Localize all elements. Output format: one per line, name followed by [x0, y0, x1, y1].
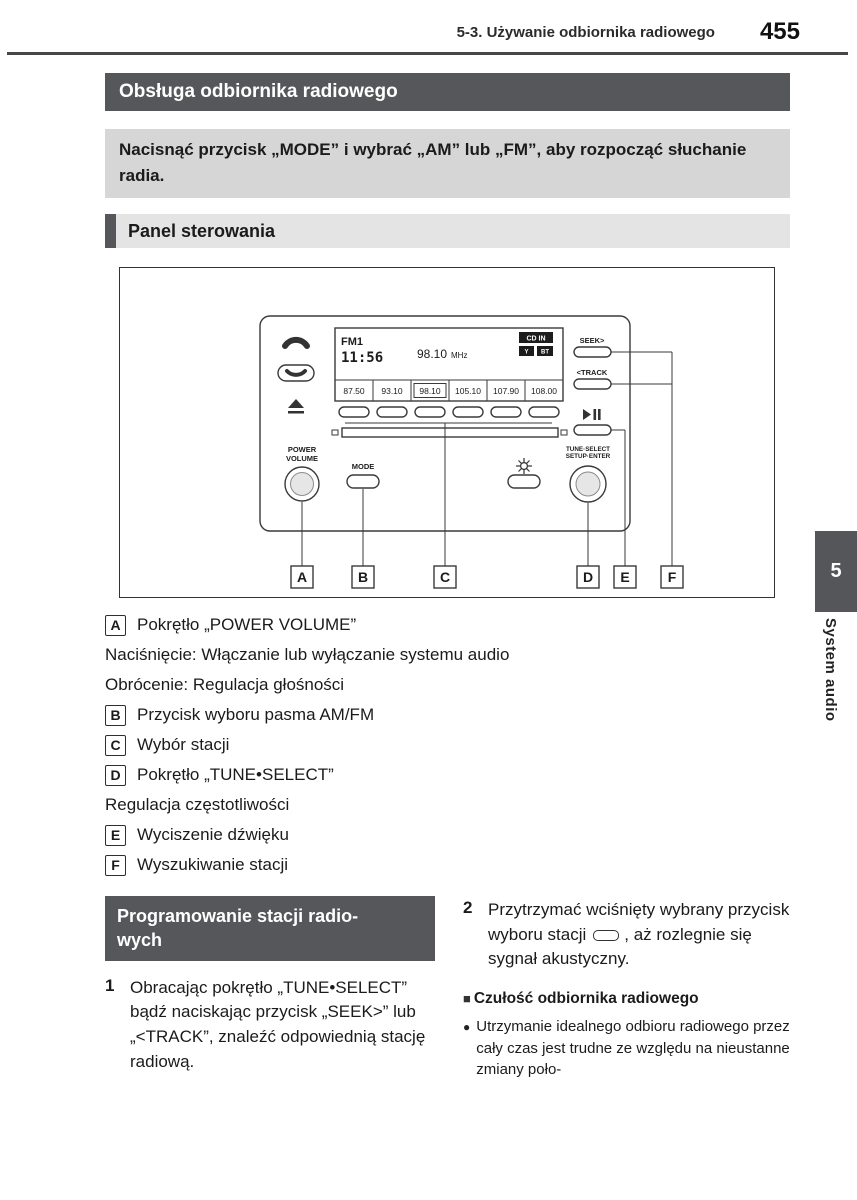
legend-letter-d: D: [105, 765, 126, 786]
bottom-columns: [105, 896, 793, 1081]
mode-button: [347, 462, 379, 488]
mode-label: MODE: [351, 462, 375, 471]
legend-text: Wyciszenie dźwięku: [137, 825, 289, 844]
section-header-panel-sterowania: [105, 214, 790, 248]
legend-letter-f: F: [105, 855, 126, 876]
page-title: Obsługa odbiornika radiowego: [105, 73, 790, 111]
radio-illustration: [120, 268, 773, 596]
legend-letter-a: A: [105, 615, 126, 636]
callout-c: C: [439, 569, 451, 585]
step-1-number: 1: [105, 975, 115, 995]
note-title-text: Czułość odbiornika radiowego: [473, 989, 699, 1007]
programming-title-line2: wych: [117, 930, 163, 951]
legend-text: Wybór stacji: [137, 735, 230, 754]
legend-text: Wyszukiwanie stacji: [137, 855, 288, 874]
radio-panel-diagram: [119, 267, 775, 598]
page-number: 455: [759, 18, 800, 45]
callout-e: E: [620, 569, 630, 585]
step-2-number: 2: [463, 898, 473, 917]
legend-letter-c: C: [105, 735, 126, 756]
callout-f: F: [667, 569, 677, 585]
radio-display: [335, 328, 563, 401]
phone-hangup-button: [278, 365, 314, 381]
legend-item-f: [105, 850, 795, 880]
band-indicator: FM1: [341, 336, 363, 348]
preset-frequency-1: 87.50: [343, 386, 365, 396]
preset-frequency-5: 107.90: [493, 386, 519, 396]
preset-frequency-6: 108.00: [531, 386, 557, 396]
eject-icon: [288, 399, 304, 414]
legend-text: Przycisk wyboru pasma AM/FM: [137, 705, 375, 724]
play-pause-icon: [583, 409, 601, 420]
power-volume-label-2: VOLUME: [285, 454, 319, 463]
tune-select-knob: [566, 446, 611, 502]
legend-subtext: [105, 670, 795, 700]
legend-item-c: [105, 730, 795, 760]
programming-section-title: [105, 896, 435, 961]
preset-button-icon: [593, 930, 619, 941]
callout-b: B: [357, 569, 369, 585]
callout-boxes: [291, 566, 683, 588]
signal-badge-label: Y: [524, 349, 529, 356]
note-text: Utrzymanie idealnego odbioru radiowego przez cały czas jest trudne ze względu na nieustanne zmiany poło-: [476, 1017, 790, 1079]
step-2-text-after: , aż rozlegnie się sygnał akustyczny.: [488, 924, 752, 969]
callout-d: D: [582, 569, 594, 585]
legend-text: Obrócenie: Regulacja głośności: [105, 675, 345, 694]
legend-text: Regulacja częstotliwości: [105, 795, 290, 814]
step-1-text: Obracając pokrętło „TUNE•SELECT” bądź naciskając przycisk „SEEK>” lub „<TRACK”, znaleźć odpowiednią stację radiową.: [130, 977, 426, 1071]
chapter-label-vertical: System audio: [822, 618, 839, 722]
legend-letter-e: E: [105, 825, 126, 846]
section-title: Panel sterowania: [128, 220, 276, 241]
step-2: [463, 898, 793, 972]
intro-instruction-box: Nacisnąć przycisk „MODE” i wybrać „AM” lub „FM”, aby rozpocząć słuchanie radia.: [105, 129, 790, 198]
clock-display: 11:56: [341, 350, 384, 366]
note-title: [463, 990, 793, 1008]
tune-select-label-1: TUNE·SELECT: [565, 446, 611, 453]
power-volume-knob: [285, 445, 319, 501]
callout-a: A: [296, 569, 308, 585]
preset-frequency-2: 93.10: [381, 386, 403, 396]
phone-pickup-icon: [285, 340, 307, 346]
frequency-display: 98.10: [417, 347, 448, 361]
cd-in-badge-label: CD IN: [526, 335, 546, 343]
preset-frequency-3-selected: 98.10: [419, 386, 441, 396]
legend-item-b: [105, 700, 795, 730]
brightness-button: [508, 458, 540, 488]
header-divider: [7, 52, 848, 55]
legend-subtext: [105, 640, 795, 670]
bluetooth-badge-label: BT: [541, 349, 549, 356]
legend-text: Pokrętło „TUNE•SELECT”: [137, 765, 334, 784]
track-label: <TRACK: [576, 368, 608, 377]
square-bullet-icon: ■: [463, 991, 471, 1007]
page-header: [0, 18, 800, 46]
programming-column: [105, 896, 435, 1081]
cd-slot: [332, 428, 567, 437]
legend-item-e: [105, 820, 795, 850]
programming-title-line1: Programowanie stacji radio-: [117, 906, 359, 926]
legend-item-d: [105, 760, 795, 790]
step-1: [105, 976, 435, 1075]
dot-bullet-icon: ●: [463, 1019, 471, 1034]
preset-frequency-4: 105.10: [455, 386, 481, 396]
power-volume-label-1: POWER: [287, 445, 317, 454]
control-legend: [105, 610, 795, 880]
section-accent-bar: [105, 214, 116, 248]
step-2-text: [488, 898, 793, 972]
seek-label: SEEK>: [579, 336, 605, 345]
step-2-text-before: Przytrzymać wciśnięty wybrany przycisk wyboru stacji: [488, 900, 790, 944]
legend-text: Naciśnięcie: Włączanie lub wyłączanie systemu audio: [105, 645, 510, 664]
preset-buttons-row: [339, 407, 559, 417]
chapter-tab: 5: [815, 531, 857, 612]
note-body: [463, 1016, 793, 1081]
chapter-section-title: 5-3. Używanie odbiornika radiowego: [456, 23, 715, 41]
play-pause-button: [574, 409, 611, 435]
legend-text: Pokrętło „POWER VOLUME”: [137, 615, 357, 634]
track-button: [574, 368, 611, 389]
legend-subtext: [105, 790, 795, 820]
seek-button: [574, 336, 611, 357]
tune-select-label-2: SETUP·ENTER: [565, 453, 611, 460]
legend-letter-b: B: [105, 705, 126, 726]
right-column: [463, 896, 793, 1081]
legend-item-a: [105, 610, 795, 640]
frequency-unit: MHz: [451, 351, 468, 360]
